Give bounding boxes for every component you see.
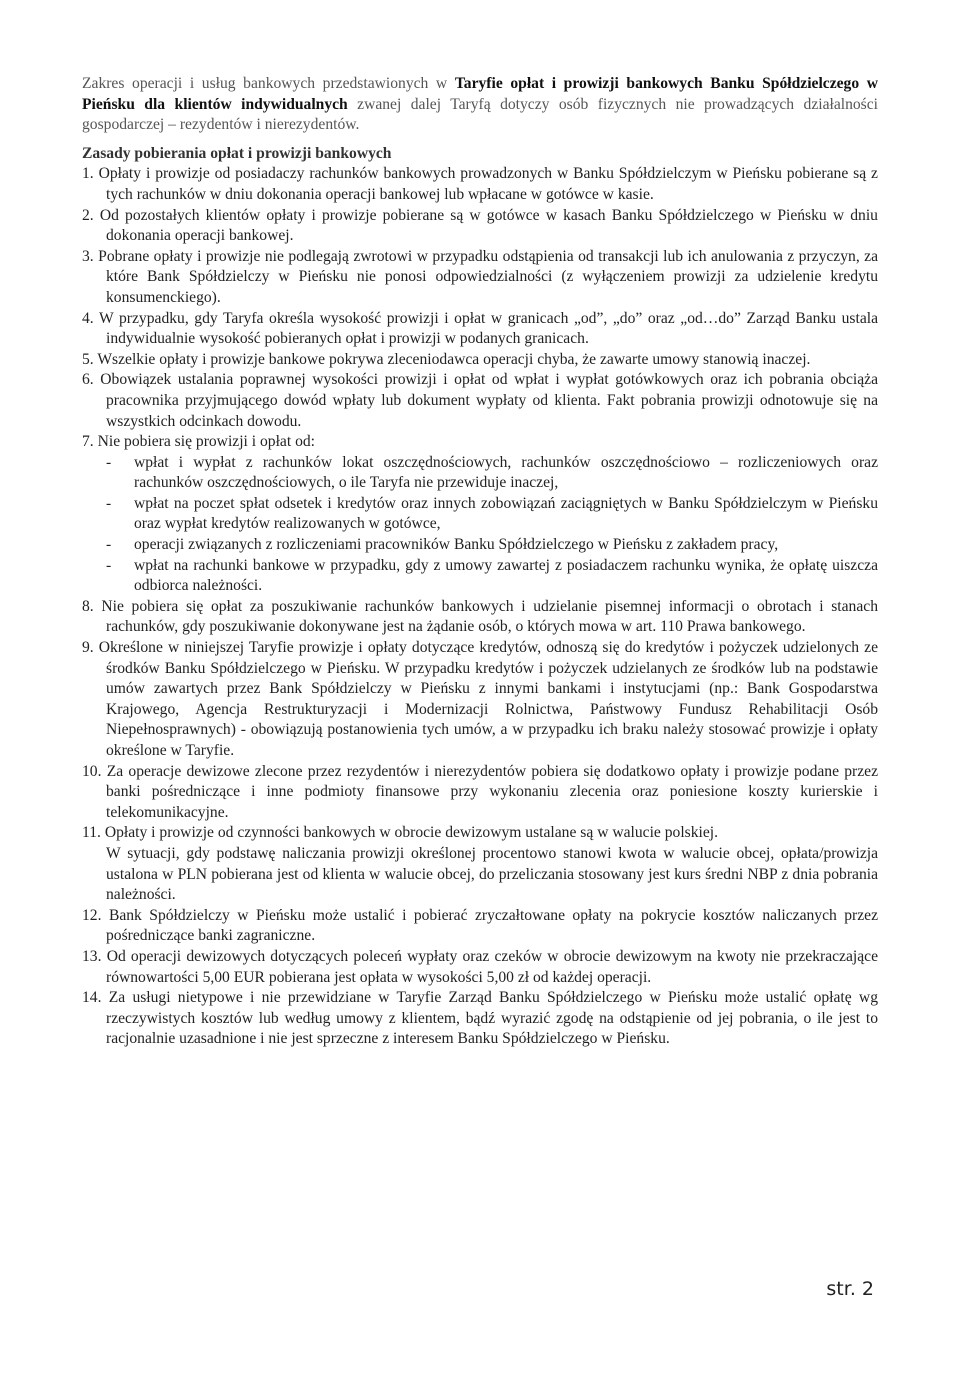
sub-item-dash: -: [106, 453, 112, 471]
item-number: 12.: [82, 906, 102, 924]
item-text: W przypadku, gdy Taryfa określa wysokość prowizji i opłat w granicach „od”, „do” oraz „od…do” Zarząd Banku ustala indywidualnie wysokość pobieranych opłat i prowizji w podanych granicach.: [99, 309, 878, 348]
sub-item-dash: -: [106, 556, 112, 574]
sub-list-item: [82, 535, 878, 556]
list-item: [82, 988, 878, 1050]
list-item: [82, 906, 878, 947]
item-text: Wszelkie opłaty i prowizje bankowe pokrywa zleceniodawca operacji chyba, że zawarte umowy stanowią inaczej.: [97, 350, 811, 368]
item-number: 14.: [82, 989, 102, 1007]
item-number: 4.: [82, 309, 94, 327]
item-text: Od pozostałych klientów opłaty i prowizje pobierane są w gotówce w kasach Banku Spółdzielczego w Pieńsku w dniu dokonania operacji bankowej.: [99, 206, 878, 245]
list-item: [82, 638, 878, 762]
page-number: str. 2: [826, 1278, 874, 1300]
list-item: [82, 762, 878, 824]
list-item: [82, 432, 878, 453]
sub-item-text: wpłat na rachunki bankowe w przypadku, gdy z umowy zawartej z posiadaczem rachunku wynika, że opłatę uiszcza odbiorca należności.: [134, 556, 878, 595]
list-item: [82, 247, 878, 309]
item-text: Opłaty i prowizje od czynności bankowych w obrocie dewizowym ustalane są w walucie polskiej.: [104, 824, 719, 842]
item-text: Bank Spółdzielczy w Pieńsku może ustalić i pobierać zryczałtowane opłaty na pokrycie kosztów naliczanych przez pośredniczące banki zagraniczne.: [106, 906, 878, 945]
item-text: Opłaty i prowizje od posiadaczy rachunków bankowych prowadzonych w Banku Spółdzielczym w Pieńsku pobierane są z tych rachunków w dniu dokonania operacji bankowej lub wpłacane w gotówce w kasie.: [98, 165, 878, 203]
tariff-title: Taryfie opłat i prowizji bankowych Banku Spółdzielczego w Pieńsku dla klientów indywidualnych: [82, 75, 879, 113]
item-text: Za operacje dewizowe zlecone przez rezydentów i nierezydentów pobiera się dodatkowo opłaty i prowizje podane przez banki pośredniczące i inne podmioty finansowe przy wykonaniu zlecenia oraz poniesione koszty kurierskie i telekomunikacyjne.: [106, 762, 878, 821]
sub-item-dash: -: [106, 494, 112, 512]
sub-list-item: [82, 556, 878, 597]
sub-item-text: operacji związanych z rozliczeniami pracowników Banku Spółdzielczego w Pieńsku z zakładem pracy,: [134, 536, 779, 554]
list-item: [82, 370, 878, 432]
item-number: 1.: [82, 165, 94, 183]
section-heading: Zasady pobierania opłat i prowizji bankowych: [82, 144, 392, 162]
sub-item-text: wpłat i wypłat z rachunków lokat oszczędnościowych, rachunków oszczędnościowo – rozliczeniowych oraz rachunków oszczędnościowych, o ile Taryfa nie przewiduje inaczej,: [134, 453, 878, 492]
list-item: [82, 823, 878, 844]
intro-text-1: Zakres operacji i usług bankowych przedstawionych w: [82, 75, 455, 92]
item-number: 3.: [82, 247, 94, 265]
rules-list: [82, 164, 878, 1050]
sub-list-item: [82, 453, 878, 494]
item-text: Pobrane opłaty i prowizje nie podlegają zwrotowi w przypadku odstąpienia od transakcji lub ich anulowania z przyczyn, za które Bank Spółdzielczy w Pieńsku nie ponosi odpowiedzialności (z wyłączeniem prowizji za udzielenie kredytu konsumenckiego).: [98, 247, 878, 306]
item-number: 10.: [82, 762, 102, 780]
item-number: 7.: [82, 433, 94, 451]
document-page: [82, 74, 878, 1050]
item-text: Nie pobiera się prowizji i opłat od:: [97, 433, 316, 451]
item-number: 8.: [82, 597, 94, 615]
item-number: 6.: [82, 371, 94, 389]
sub-item-text: wpłat na poczet spłat odsetek i kredytów oraz innych zobowiązań zaciągniętych w Banku Spółdzielczym w Pieńsku oraz wypłat kredytów realizowanych w gotówce,: [134, 494, 878, 533]
intro-paragraph: [82, 74, 878, 136]
item-number: 13.: [82, 947, 102, 965]
intro-text-2: zwanej dalej Taryfą dotyczy osób fizycznych nie prowadzących działalności gospodarczej – rezydentów i nierezydentów.: [82, 95, 878, 134]
list-item: [82, 206, 878, 247]
item-number: 11.: [82, 824, 101, 842]
item-text: Od operacji dewizowych dotyczących poleceń wypłaty oraz czeków w obrocie dewizowym na kwoty nie przekraczające równowartości 5,00 EUR pobierana jest opłata w wysokości 5,00 zł od każdej operacji.: [106, 947, 878, 986]
item-text: Obowiązek ustalania poprawnej wysokości prowizji i opłat od wpłat i wypłat gotówkowych oraz ich pobrania obciąża pracownika przyjmującego dowód wpłaty lub dokument wypłaty od klienta. Fakt pobrania prowizji odnotowuje się na wszystkich odcinkach dowodu.: [100, 371, 878, 430]
list-item: [82, 309, 878, 350]
item-text: Za usługi nietypowe i nie przewidziane w Taryfie Zarząd Banku Spółdzielczego w Pieńsku może ustalić opłatę wg rzeczywistych kosztów lub według umowy z klientem, bądź wyrazić zgodę na odstąpienie od jej pobrania, o ile jest to racjonalnie uzasadnione i nie jest sprzeczne z interesem Banku Spółdzielczego w Pieńsku.: [106, 989, 878, 1048]
item-number: 5.: [82, 350, 94, 368]
item-text: Nie pobiera się opłat za poszukiwanie rachunków bankowych i udzielanie pisemnej informacji o obrotach i stanach rachunków, gdy poszukiwanie dokonywane jest na żądanie osób, o których mowa w art. 110 Prawa bankowego.: [101, 597, 878, 636]
item-11-paragraph: W sytuacji, gdy podstawę naliczania prowizji określonej procentowo stanowi kwota w walucie obcej, opłata/prowizja ustalona w PLN pobierana jest od klienta w walucie obcej, do przeliczania stosowany jest kurs średni NBP z dnia pobrania należności.: [106, 844, 878, 904]
list-item: [82, 947, 878, 988]
sub-list-item: [82, 494, 878, 535]
item-number: 9.: [82, 639, 94, 657]
list-item: [82, 597, 878, 638]
item-text: Określone w niniejszej Taryfie prowizje i opłaty dotyczące kredytów, odnoszą się do kredytów i pożyczek udzielonych ze środków Banku Spółdzielczego w Pieńsku. W przypadku kredytów i pożyczek udzielanych ze środków lub na podstawie umów zawartych przez Bank Spółdzielczy w Pieńsku z innymi bankami i instytucjami (np.: Bank Gospodarstwa Krajowego, Agencja Restrukturyzacji i Modernizacji Rolnictwa, Państwowy Fundusz Rehabilitacji Osób Niepełnosprawnych) - obowiązują postanowienia tych umów, a w przypadku ich braku należy stosować prowizje i opłaty określone w Taryfie.: [98, 639, 878, 759]
list-item: [82, 350, 878, 371]
sub-item-dash: -: [106, 536, 112, 554]
list-item: [82, 164, 878, 205]
item-number: 2.: [82, 206, 94, 224]
